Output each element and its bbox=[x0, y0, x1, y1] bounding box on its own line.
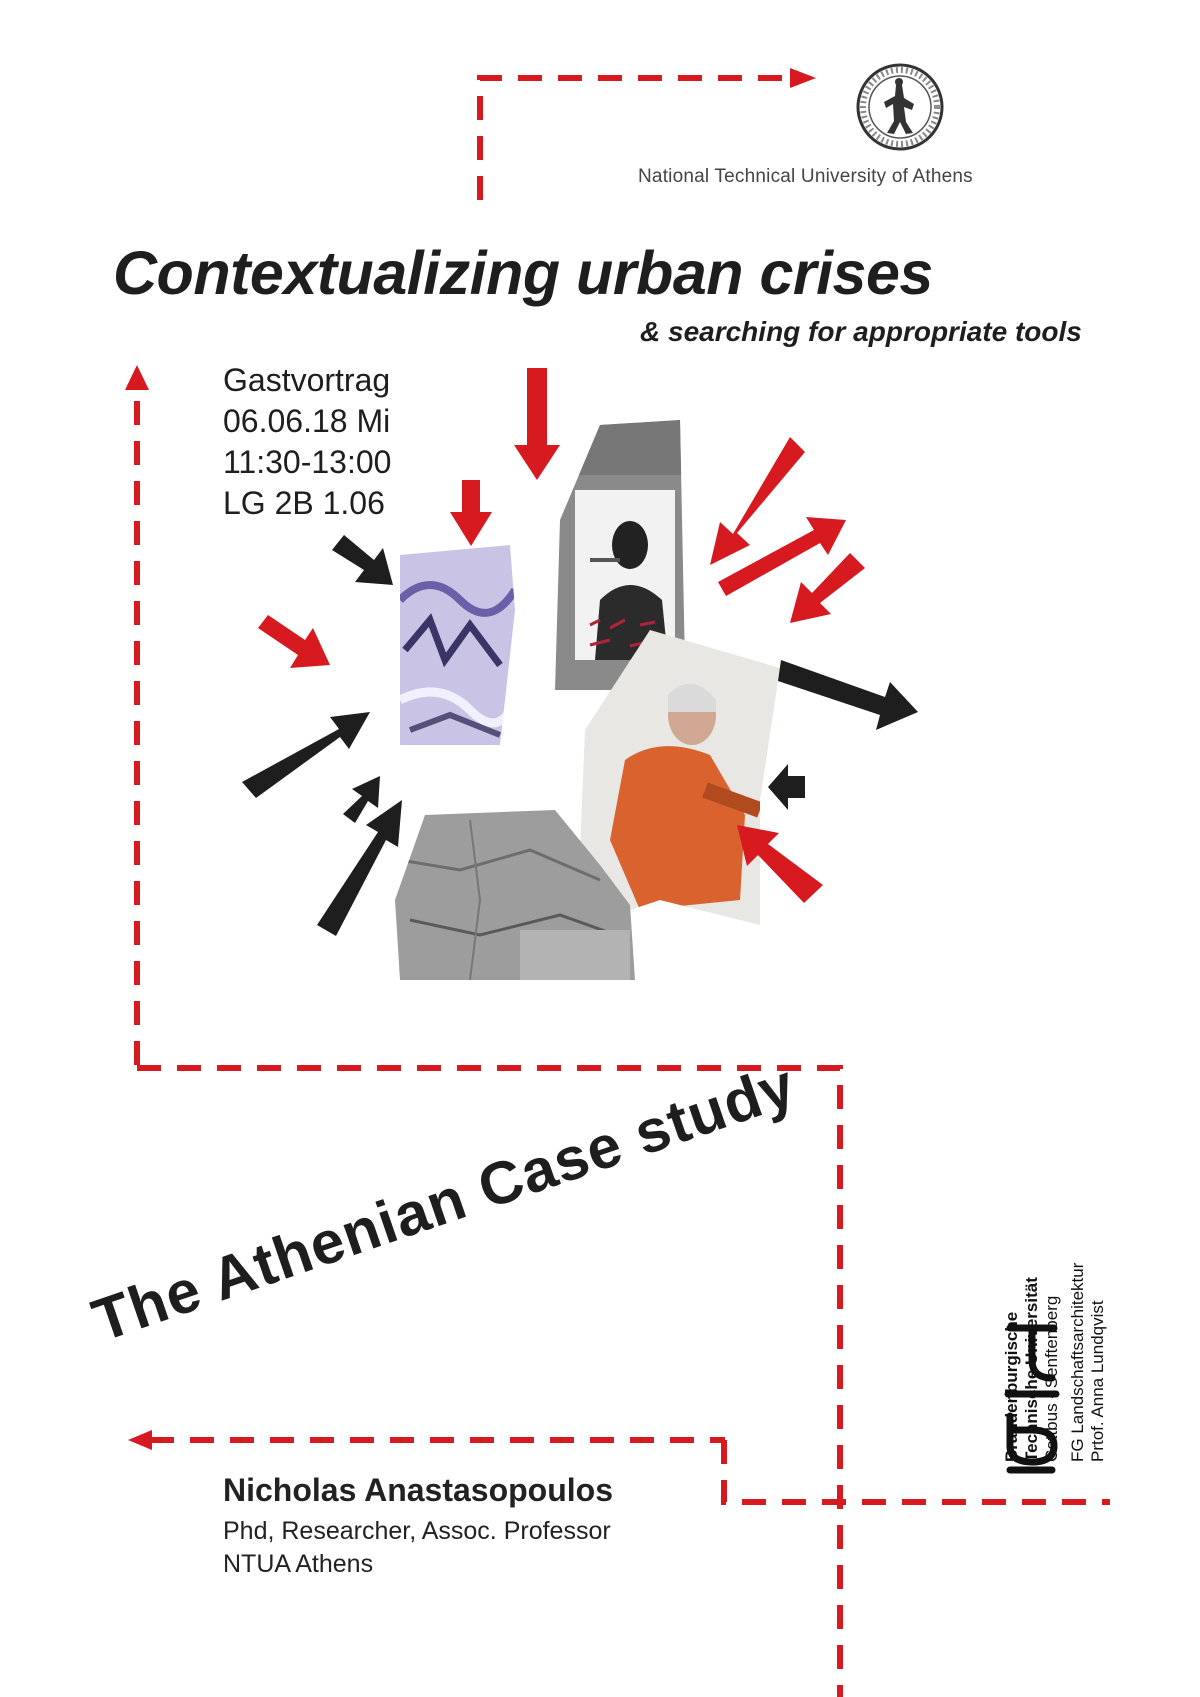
host-institution bbox=[1002, 1142, 1162, 1462]
poster-subtitle: & searching for appropriate tools bbox=[640, 316, 1082, 347]
route-arrowhead-top bbox=[790, 68, 816, 88]
photo-collage bbox=[390, 415, 790, 985]
host-line-4: FG Landschaftsarchitektur bbox=[1068, 1262, 1087, 1462]
event-time: 11:30-13:00 bbox=[223, 444, 392, 480]
event-type: Gastvortrag bbox=[223, 362, 391, 398]
event-room: LG 2B 1.06 bbox=[223, 485, 385, 521]
black-arrow-icon bbox=[332, 535, 393, 585]
host-line-1: Brandenburgische bbox=[1002, 1311, 1021, 1462]
red-arrow-icon bbox=[790, 553, 865, 623]
host-line-3: Cottbus - Senftenberg bbox=[1042, 1295, 1061, 1462]
red-arrow-icon bbox=[514, 368, 560, 480]
host-line-5: Prtof. Anna Lundqvist bbox=[1088, 1300, 1107, 1462]
event-info bbox=[223, 360, 391, 524]
black-arrow-icon bbox=[778, 660, 918, 730]
route-arrowhead-left bbox=[125, 365, 149, 390]
speaker-name: Nicholas Anastasopoulos bbox=[223, 1472, 613, 1508]
graffiti-fragment bbox=[395, 540, 520, 750]
black-arrow-icon bbox=[317, 800, 402, 936]
red-arrow-icon bbox=[450, 480, 492, 546]
case-study-heading: The Athenian Case study bbox=[84, 1050, 804, 1355]
black-arrow-icon bbox=[768, 764, 805, 810]
red-arrow-icon bbox=[258, 615, 330, 668]
poster-title: Contextualizing urban crises bbox=[113, 239, 933, 307]
host-line-2: Technische Universität bbox=[1022, 1277, 1041, 1462]
route-arrowhead-bottom bbox=[128, 1430, 152, 1450]
university-seal-icon bbox=[858, 65, 942, 149]
university-name: National Technical University of Athens bbox=[638, 166, 973, 187]
speaker-role: Phd, Researcher, Assoc. Professor bbox=[223, 1517, 611, 1545]
black-arrow-icon bbox=[343, 776, 380, 823]
black-arrow-icon bbox=[242, 712, 370, 798]
speaker-affiliation: NTUA Athens bbox=[223, 1550, 374, 1578]
event-date: 06.06.18 Mi bbox=[223, 403, 391, 439]
